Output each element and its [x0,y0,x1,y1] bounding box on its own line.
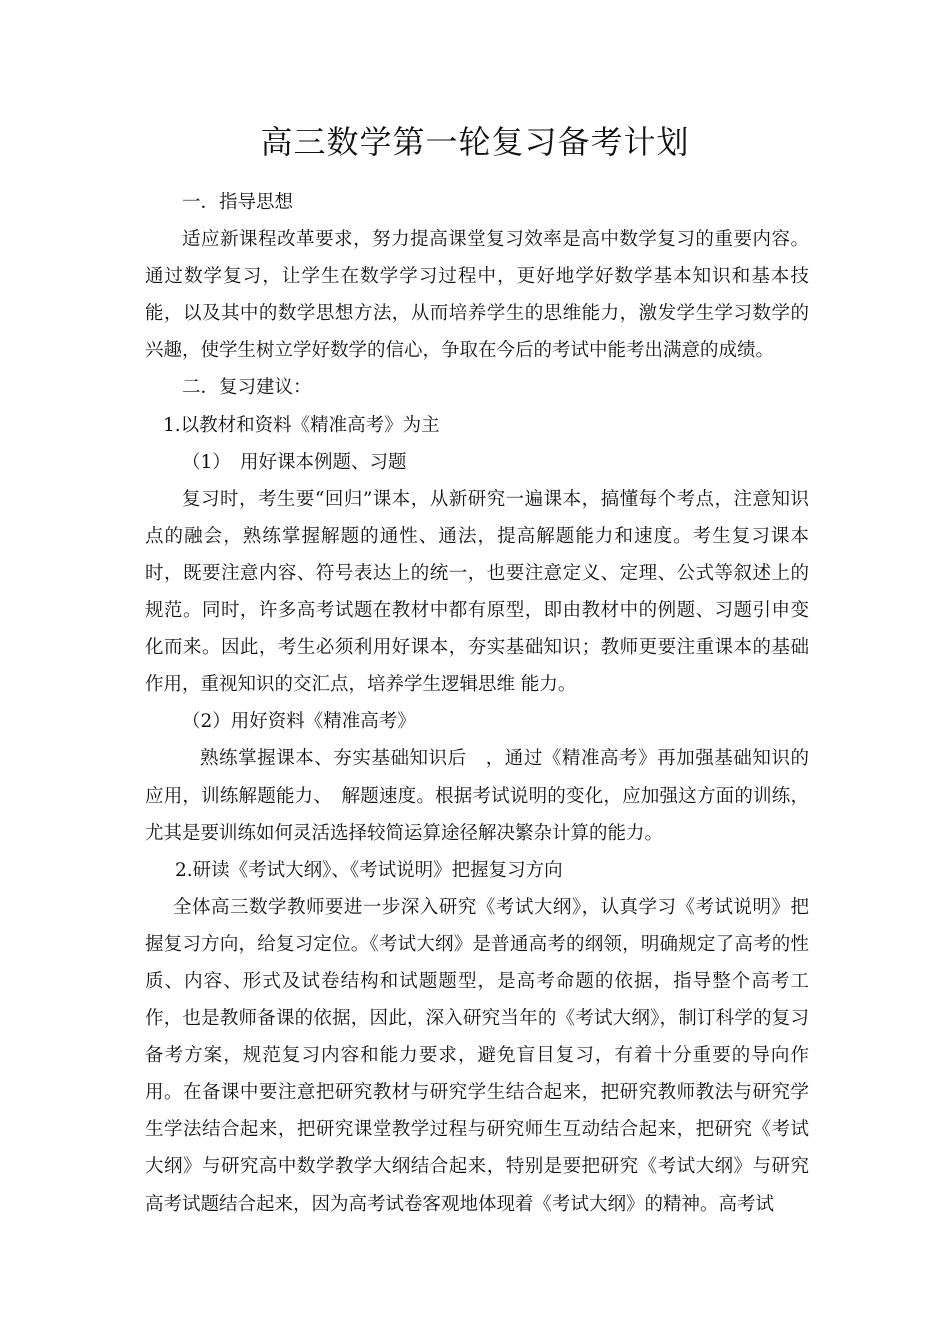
paragraph-textbook-examples: 复习时，考生要“回归”课本，从新研究一遍课本，搞懂每个考点，注意知识点的融会，熟练掌握解题的通性、通法，提高解题能力和速度。考生复习课本时，既要注意内容、符号表达上的统一，也要注意定义、定理、公式等叙述上的规范。同时，许多高考试题在教材中都有原型，即由教材中的例题、习题引申变化而来。因此，考生必须利用好课本，夯实基础知识；教师更要注重课本的基础作用，重视知识的交汇点，培养学生逻辑思维 能力。 [145,488,809,696]
document-title: 高三数学第一轮复习备考计划 [260,123,690,162]
paragraph-exam-outline: 全体高三数学教师要进一步深入研究《考试大纲》，认真学习《考试说明》把握复习方向，给复习定位。《考试大纲》是普通高考的纲领，明确规定了高考的性质、内容、形式及试卷结构和试题题型，是高考命题的依据，指导整个高考工作，也是教师备课的依据，因此，深入研究当年的《考试大纲》，制订科学的复习备考方案，规范复习内容和能力要求，避免盲目复习，有着十分重要的导向作用。在备课中要注意把研究教材与研究学生结合起来，把研究教师教法与研究学生学法结合起来，把研究课堂教学过程与研究师生互动结合起来，把研究《考试大纲》与研究高中数学教学大纲结合起来，特别是要把研究《考试大纲》与研究高考试题结合起来，因为高考试卷客观地体现着《考试大纲》的精神。高考试 [145,896,809,1215]
document-body [145,184,809,1223]
paragraph-materials: 熟练掌握课本、夯实基础知识后 ，通过《精准高考》再加强基础知识的应用，训练解题能力、 解题速度。根据考试说明的变化，应加强这方面的训练，尤其是要训练如何灵活选择较简运算途径解决繁杂计算的能力。 [145,748,809,844]
section-heading-guiding-ideology: 一．指导思想 [182,192,294,213]
subitem-heading-materials: （2）用好资料《精准高考》 [182,711,416,733]
subsection-heading-exam-outline: 2.研读《考试大纲》、《考试说明》把握复习方向 [175,859,563,881]
paragraph-guiding-ideology: 适应新课程改革要求，努力提高课堂复习效率是高中数学复习的重要内容。通过数学复习，让学生在数学学习过程中，更好地学好数学基本知识和基本技能，以及其中的数学思想方法，从而培养学生的思维能力，激发学生学习数学的兴趣，使学生树立学好数学的信心，争取在今后的考试中能考出满意的成绩。 [145,229,809,362]
subsection-heading-textbook: 1.以教材和资料《精准高考》为主 [163,414,440,436]
section-heading-review-suggestions: 二．复习建议： [182,377,312,399]
subitem-heading-textbook-examples: （1） 用好课本例题、习题 [182,451,407,473]
